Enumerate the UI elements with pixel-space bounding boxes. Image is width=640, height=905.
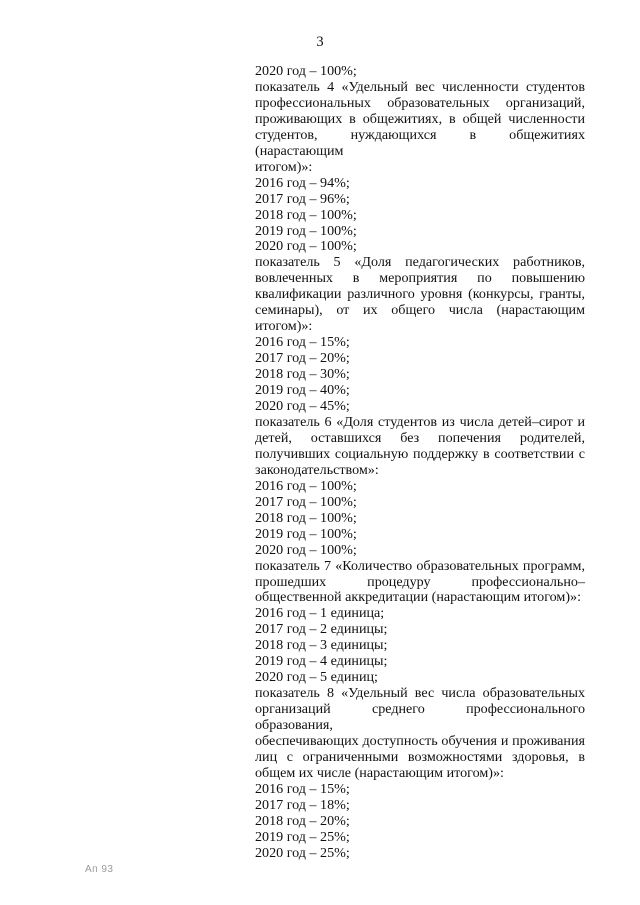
page-number: 3 <box>316 34 324 50</box>
text-line: итогом)»: <box>255 158 313 175</box>
text-line: профессиональных образовательных организаций, <box>255 94 585 111</box>
text-line: 2016 год – 15%; <box>255 780 350 797</box>
text-line: 2018 год – 30%; <box>255 366 350 383</box>
text-line: показатель 8 «Удельный вес числа образовательных <box>255 685 585 702</box>
text-line: 2017 год – 18%; <box>255 796 350 813</box>
text-line: 2019 год – 4 единицы; <box>255 653 388 670</box>
text-line: студентов, нуждающихся в общежитиях (нарастающим <box>255 126 585 159</box>
text-line: обеспечивающих доступность обучения и проживания <box>255 733 585 750</box>
text-line: 2020 год – 25%; <box>255 844 350 861</box>
text-line: детей, оставшихся без попечения родителей, <box>255 429 585 446</box>
text-line: 2017 год – 2 единицы; <box>255 621 388 638</box>
text-line: 2020 год – 100%; <box>255 238 357 255</box>
text-line: организаций среднего профессионального образования, <box>255 701 585 734</box>
text-line: 2016 год – 94%; <box>255 174 350 191</box>
text-line: проживающих в общежитиях, в общей численности <box>255 110 585 127</box>
text-line: 2019 год – 100%; <box>255 525 357 542</box>
text-line: 2020 год – 100%; <box>255 63 357 79</box>
text-line: 2019 год – 40%; <box>255 382 350 399</box>
text-line: показатель 6 «Доля студентов из числа детей–сирот и <box>255 413 585 430</box>
text-line: 2020 год – 100%; <box>255 541 357 558</box>
text-line: 2017 год – 96%; <box>255 190 350 207</box>
text-line: 2018 год – 100%; <box>255 509 357 526</box>
text-line: квалификации различного уровня (конкурсы, гранты, <box>255 286 585 303</box>
text-line: 2017 год – 20%; <box>255 350 350 367</box>
text-line: 2019 год – 25%; <box>255 828 350 845</box>
text-line: 2018 год – 20%; <box>255 812 350 829</box>
text-line: законодательством»: <box>255 461 379 478</box>
text-line: общем их числе (нарастающим итогом)»: <box>255 764 504 781</box>
text-line: общественной аккредитации (нарастающим итогом)»: <box>255 589 581 606</box>
text-line: показатель 4 «Удельный вес численности студентов <box>255 78 585 95</box>
text-line: 2020 год – 5 единиц; <box>255 669 378 686</box>
text-line: показатель 5 «Доля педагогических работников, <box>255 254 585 271</box>
text-line: 2016 год – 1 единица; <box>255 605 385 622</box>
text-line: лиц с ограниченными возможностями здоровья, в <box>255 748 585 765</box>
text-line: семинары), от их общего числа (нарастающим <box>255 302 585 319</box>
text-line: 2018 год – 3 единицы; <box>255 637 388 654</box>
text-line: получивших социальную поддержку в соответствии с <box>255 445 585 462</box>
text-line: 2016 год – 15%; <box>255 334 350 351</box>
text-line: вовлеченных в мероприятия по повышению <box>255 270 585 287</box>
text-line: итогом)»: <box>255 318 313 335</box>
document-body <box>255 64 585 862</box>
text-line: 2016 год – 100%; <box>255 477 357 494</box>
text-line: прошедших процедуру профессионально– <box>255 573 585 590</box>
text-line: 2020 год – 45%; <box>255 398 350 415</box>
text-line: 2019 год – 100%; <box>255 222 357 239</box>
text-line: 2017 год – 100%; <box>255 493 357 510</box>
text-line: 2018 год – 100%; <box>255 206 357 223</box>
footer-code: Aп 93 <box>85 864 114 875</box>
text-line: показатель 7 «Количество образовательных программ, <box>255 557 585 574</box>
